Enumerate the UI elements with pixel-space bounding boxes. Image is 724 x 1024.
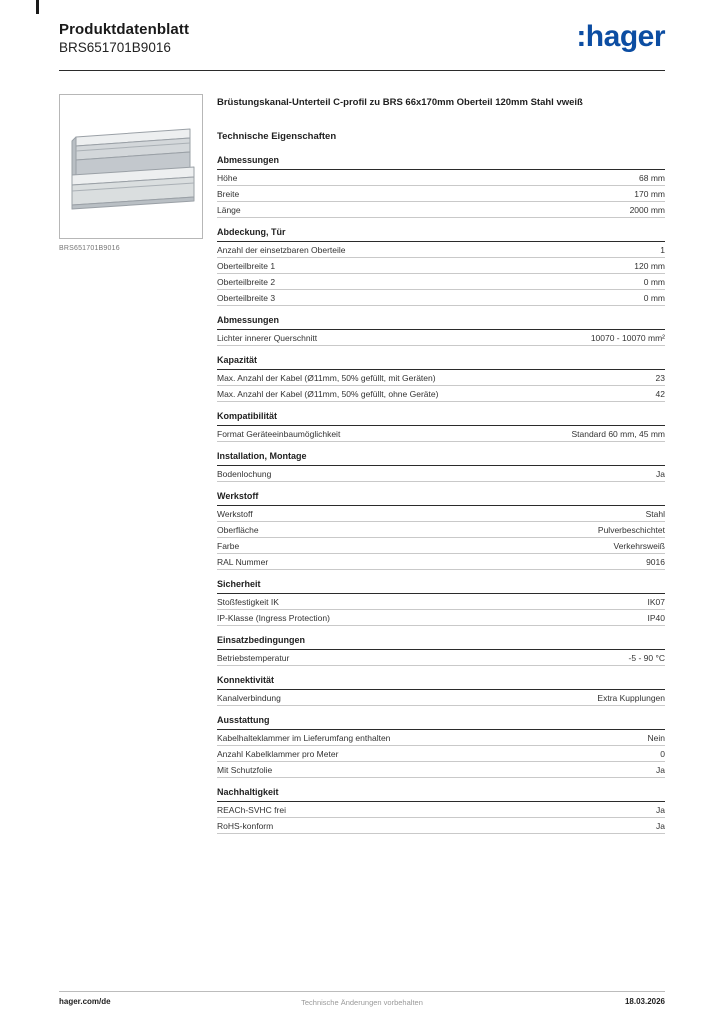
spec-label: Höhe xyxy=(217,172,238,183)
product-reference: BRS651701B9016 xyxy=(59,40,171,55)
spec-label: Oberfläche xyxy=(217,524,259,535)
spec-section-title: Abdeckung, Tür xyxy=(217,227,665,242)
spec-row xyxy=(217,690,665,706)
spec-label: Oberteilbreite 2 xyxy=(217,276,276,287)
spec-value: Ja xyxy=(656,804,665,815)
spec-row xyxy=(217,386,665,402)
spec-row xyxy=(217,802,665,818)
crop-mark xyxy=(36,0,39,14)
spec-label: Max. Anzahl der Kabel (Ø11mm, 50% gefüllt, ohne Geräte) xyxy=(217,388,439,399)
spec-value: -5 - 90 °C xyxy=(628,652,665,663)
spec-section-title: Installation, Montage xyxy=(217,451,665,466)
spec-value: 1 xyxy=(660,244,665,255)
footer-date: 18.03.2026 xyxy=(624,997,665,1006)
spec-row xyxy=(217,610,665,626)
spec-section-title: Werkstoff xyxy=(217,491,665,506)
footer-divider xyxy=(59,991,665,992)
spec-row xyxy=(217,258,665,274)
spec-row xyxy=(217,274,665,290)
spec-section-title: Kompatibilität xyxy=(217,411,665,426)
spec-value: Ja xyxy=(656,820,665,831)
product-description-title: Brüstungskanal-Unterteil C-profil zu BRS 66x170mm Oberteil 120mm Stahl vweiß xyxy=(217,97,583,108)
spec-row xyxy=(217,170,665,186)
spec-section xyxy=(217,315,665,346)
spec-sections xyxy=(217,155,665,834)
spec-row xyxy=(217,818,665,834)
spec-label: Farbe xyxy=(217,540,240,551)
spec-section-title: Kapazität xyxy=(217,355,665,370)
spec-row xyxy=(217,506,665,522)
spec-label: Format Geräteeinbaumöglichkeit xyxy=(217,428,341,439)
spec-row xyxy=(217,538,665,554)
spec-row xyxy=(217,290,665,306)
spec-section xyxy=(217,227,665,306)
header-divider xyxy=(59,70,665,71)
spec-row xyxy=(217,762,665,778)
spec-row xyxy=(217,186,665,202)
spec-value: Stahl xyxy=(645,508,665,519)
spec-section-title: Ausstattung xyxy=(217,715,665,730)
spec-value: Extra Kupplungen xyxy=(597,692,665,703)
spec-section-title: Abmessungen xyxy=(217,155,665,170)
spec-value: Verkehrsweiß xyxy=(613,540,665,551)
spec-value: 170 mm xyxy=(634,188,665,199)
spec-label: Anzahl der einsetzbaren Oberteile xyxy=(217,244,346,255)
spec-section-title: Abmessungen xyxy=(217,315,665,330)
spec-section xyxy=(217,675,665,706)
spec-label: Breite xyxy=(217,188,240,199)
spec-label: RoHS-konform xyxy=(217,820,274,831)
spec-value: Ja xyxy=(656,468,665,479)
spec-section-title: Einsatzbedingungen xyxy=(217,635,665,650)
spec-value: Ja xyxy=(656,764,665,775)
spec-label: IP-Klasse (Ingress Protection) xyxy=(217,612,330,623)
spec-label: Mit Schutzfolie xyxy=(217,764,273,775)
spec-section-title: Nachhaltigkeit xyxy=(217,787,665,802)
spec-value: 2000 mm xyxy=(629,204,665,215)
spec-value: Pulverbeschichtet xyxy=(597,524,665,535)
spec-row xyxy=(217,426,665,442)
spec-row xyxy=(217,554,665,570)
spec-label: Oberteilbreite 1 xyxy=(217,260,276,271)
spec-label: Werkstoff xyxy=(217,508,253,519)
spec-value: 0 mm xyxy=(643,292,665,303)
spec-label: REACh-SVHC frei xyxy=(217,804,286,815)
spec-row xyxy=(217,242,665,258)
spec-label: Kabelhalteklammer im Lieferumfang enthalten xyxy=(217,732,391,743)
spec-row xyxy=(217,730,665,746)
spec-section xyxy=(217,715,665,778)
footer-notice: Technische Änderungen vorbehalten xyxy=(301,997,423,1007)
spec-label: Betriebstemperatur xyxy=(217,652,290,663)
spec-value: 10070 - 10070 mm² xyxy=(590,332,665,343)
hager-logo: :hager xyxy=(576,20,665,53)
spec-row xyxy=(217,594,665,610)
spec-label: RAL Nummer xyxy=(217,556,269,567)
spec-value: 0 xyxy=(660,748,665,759)
spec-value: 0 mm xyxy=(643,276,665,287)
spec-row xyxy=(217,202,665,218)
spec-row xyxy=(217,746,665,762)
footer-website: hager.com/de xyxy=(59,997,111,1006)
spec-row xyxy=(217,650,665,666)
spec-label: Kanalverbindung xyxy=(217,692,281,703)
spec-value: Nein xyxy=(647,732,665,743)
spec-value: IK07 xyxy=(647,596,665,607)
spec-row xyxy=(217,522,665,538)
spec-label: Bodenlochung xyxy=(217,468,272,479)
spec-label: Lichter innerer Querschnitt xyxy=(217,332,318,343)
spec-section xyxy=(217,787,665,834)
spec-label: Länge xyxy=(217,204,241,215)
technical-properties-heading: Technische Eigenschaften xyxy=(217,131,337,142)
product-image-frame xyxy=(59,94,203,239)
spec-value: Standard 60 mm, 45 mm xyxy=(571,428,665,439)
spec-value: 23 xyxy=(655,372,665,383)
spec-section xyxy=(217,155,665,218)
spec-section xyxy=(217,411,665,442)
spec-section-title: Sicherheit xyxy=(217,579,665,594)
spec-row xyxy=(217,466,665,482)
spec-label: Anzahl Kabelklammer pro Meter xyxy=(217,748,339,759)
spec-label: Oberteilbreite 3 xyxy=(217,292,276,303)
spec-section xyxy=(217,451,665,482)
spec-section xyxy=(217,579,665,626)
spec-value: 9016 xyxy=(646,556,665,567)
spec-value: 68 mm xyxy=(639,172,665,183)
spec-label: Max. Anzahl der Kabel (Ø11mm, 50% gefüllt, mit Geräten) xyxy=(217,372,436,383)
page-title: Produktdatenblatt xyxy=(59,21,190,38)
product-drawing xyxy=(65,101,197,233)
spec-value: IP40 xyxy=(647,612,665,623)
spec-label: Stoßfestigkeit IK xyxy=(217,596,279,607)
product-image-caption: BRS651701B9016 xyxy=(59,245,120,252)
main-content xyxy=(217,97,665,843)
spec-row xyxy=(217,330,665,346)
spec-value: 120 mm xyxy=(634,260,665,271)
spec-section xyxy=(217,635,665,666)
spec-section xyxy=(217,355,665,402)
spec-section-title: Konnektivität xyxy=(217,675,665,690)
spec-section xyxy=(217,491,665,570)
spec-value: 42 xyxy=(655,388,665,399)
spec-row xyxy=(217,370,665,386)
